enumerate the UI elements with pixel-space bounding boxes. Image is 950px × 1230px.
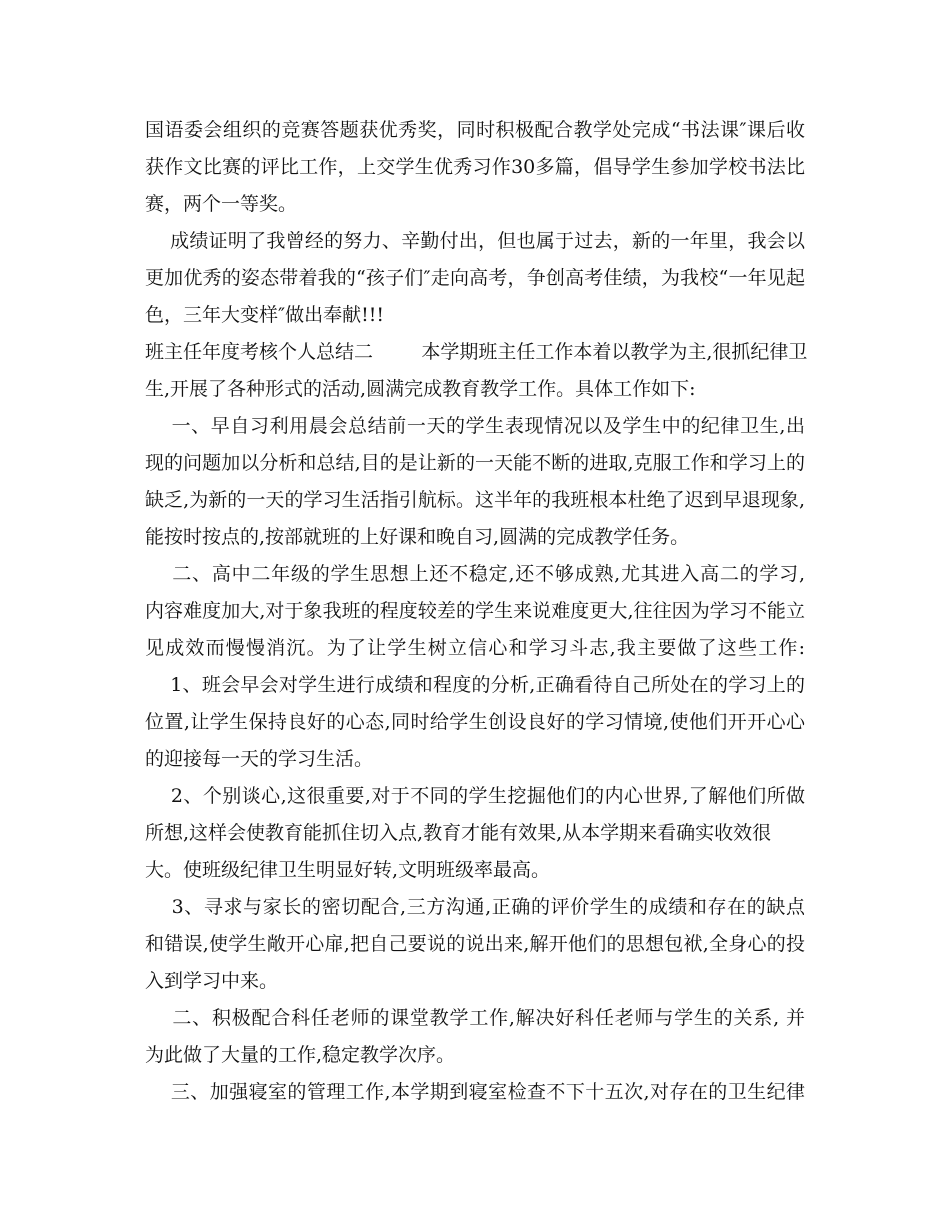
text-line: 成绩证明了我曾经的努力、辛勤付出，但也属于过去，新的一年里，我会以 [145, 230, 805, 252]
text-line: 为此做了大量的工作,稳定教学次序。 [145, 1044, 456, 1066]
document-body [145, 112, 808, 1111]
text-line: 赛，两个一等奖。 [145, 193, 298, 215]
text-line: 2、个别谈心,这很重要,对于不同的学生挖掘他们的内心世界,了解他们所做 [145, 785, 805, 807]
text-line: 色，三年大变样″做出奉献!!! [145, 304, 385, 326]
text-line: 班主任年度考核个人总结二 本学期班主任工作本着以教学为主,很抓纪律卫 [145, 341, 808, 363]
text-line: 二、积极配合科任老师的课堂教学工作,解决好科任老师与学生的关系, 并 [145, 1007, 805, 1029]
text-line: 获作文比赛的评比工作，上交学生优秀习作30多篇，倡导学生参加学校书法比 [145, 156, 805, 178]
text-line: 3、寻求与家长的密切配合,三方沟通,正确的评价学生的成绩和存在的缺点 [145, 896, 805, 918]
text-line: 1、班会早会对学生进行成绩和程度的分析,正确看待自己所处在的学习上的 [145, 674, 805, 696]
text-line: 缺乏,为新的一天的学习生活指引航标。这半年的我班根本杜绝了迟到早退现象, [145, 489, 805, 511]
text-line: 的迎接每一天的学习生活。 [145, 748, 374, 770]
text-line: 所想,这样会使教育能抓住切入点,教育才能有效果,从本学期来看确实收效很 [145, 822, 772, 844]
text-line: 一、早自习利用晨会总结前一天的学生表现情况以及学生中的纪律卫生,出 [145, 415, 805, 437]
text-line: 大。使班级纪律卫生明显好转,文明班级率最高。 [145, 859, 551, 881]
text-line: 三、加强寝室的管理工作,本学期到寝室检查不下十五次,对存在的卫生纪律 [145, 1081, 805, 1103]
text-line: 入到学习中来。 [145, 970, 279, 992]
text-line: 位置,让学生保持良好的心态,同时给学生创设良好的学习情境,使他们开开心心 [145, 711, 805, 733]
text-line: 见成效而慢慢消沉。为了让学生树立信心和学习斗志,我主要做了这些工作: [145, 637, 805, 659]
text-line: 国语委会组织的竞赛答题获优秀奖，同时积极配合教学处完成“书法课″课后收 [145, 119, 805, 141]
text-line: 能按时按点的,按部就班的上好课和晚自习,圆满的完成教学任务。 [145, 526, 690, 548]
text-line: 和错误,使学生敞开心扉,把自己要说的说出来,解开他们的思想包袱,全身心的投 [145, 933, 805, 955]
text-line: 内容难度加大,对于象我班的程度较差的学生来说难度更大,往往因为学习不能立 [145, 600, 805, 622]
text-line: 生,开展了各种形式的活动,圆满完成教育教学工作。具体工作如下: [145, 378, 696, 400]
text-line: 二、高中二年级的学生思想上还不稳定,还不够成熟,尤其进入高二的学习, [145, 563, 805, 585]
text-line: 更加优秀的姿态带着我的“孩子们″走向高考，争创高考佳绩，为我校“一年见起 [145, 267, 805, 289]
text-line: 现的问题加以分析和总结,目的是让新的一天能不断的进取,克服工作和学习上的 [145, 452, 805, 474]
